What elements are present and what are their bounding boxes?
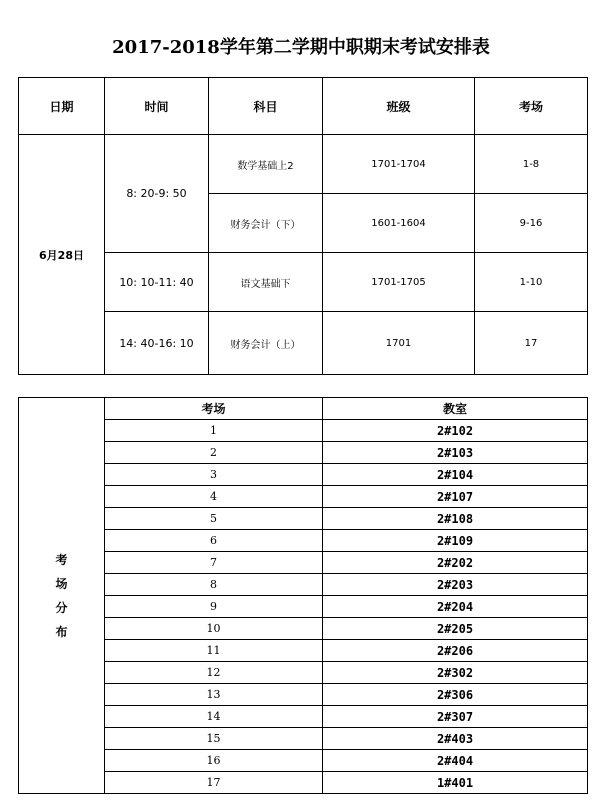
- exam-subject: 财务会计（下）: [209, 194, 323, 253]
- classroom-code: 2#107: [323, 486, 588, 508]
- exam-time: 10: 10-11: 40: [105, 253, 209, 312]
- distribution-row: [19, 420, 588, 442]
- exam-subject: 财务会计（上）: [209, 312, 323, 375]
- exam-room-number: 5: [105, 508, 323, 530]
- exam-room-number: 7: [105, 552, 323, 574]
- distribution-side-text: 考场分布: [55, 552, 68, 639]
- exam-rooms: 9-16: [475, 194, 588, 253]
- exam-rooms: 1-8: [475, 135, 588, 194]
- classroom-code: 2#203: [323, 574, 588, 596]
- classroom-code: 2#104: [323, 464, 588, 486]
- distribution-row: [19, 508, 588, 530]
- header-subject: 科目: [209, 78, 323, 135]
- distribution-row: [19, 728, 588, 750]
- exam-room-number: 4: [105, 486, 323, 508]
- distribution-row: [19, 442, 588, 464]
- schedule-row: [19, 253, 588, 312]
- exam-rooms: 1-10: [475, 253, 588, 312]
- exam-room-number: 14: [105, 706, 323, 728]
- distribution-row: [19, 772, 588, 794]
- distribution-row: [19, 706, 588, 728]
- classroom-code: 2#306: [323, 684, 588, 706]
- exam-room-number: 16: [105, 750, 323, 772]
- exam-classes: 1701-1704: [323, 135, 475, 194]
- distribution-header-row: [19, 398, 588, 420]
- exam-room-number: 3: [105, 464, 323, 486]
- exam-room-number: 2: [105, 442, 323, 464]
- distribution-row: [19, 574, 588, 596]
- header-classroom: 教室: [323, 398, 588, 420]
- distribution-row: [19, 750, 588, 772]
- classroom-code: 2#202: [323, 552, 588, 574]
- exam-classes: 1601-1604: [323, 194, 475, 253]
- classroom-code: 2#102: [323, 420, 588, 442]
- exam-time: 8: 20-9: 50: [105, 135, 209, 253]
- exam-room-number: 11: [105, 640, 323, 662]
- distribution-row: [19, 464, 588, 486]
- classroom-code: 2#302: [323, 662, 588, 684]
- classroom-code: 2#108: [323, 508, 588, 530]
- header-date: 日期: [19, 78, 105, 135]
- exam-rooms: 17: [475, 312, 588, 375]
- classroom-code: 2#403: [323, 728, 588, 750]
- schedule-row: [19, 135, 588, 194]
- page-title: 2017-2018学年第二学期中职期末考试安排表: [112, 37, 490, 58]
- classroom-code: 1#401: [323, 772, 588, 794]
- exam-schedule-table: [18, 77, 588, 375]
- distribution-row: [19, 552, 588, 574]
- exam-classes: 1701: [323, 312, 475, 375]
- classroom-code: 2#206: [323, 640, 588, 662]
- exam-room-number: 1: [105, 420, 323, 442]
- header-exam-room: 考场: [105, 398, 323, 420]
- distribution-row: [19, 486, 588, 508]
- exam-room-number: 17: [105, 772, 323, 794]
- exam-room-number: 10: [105, 618, 323, 640]
- distribution-row: [19, 662, 588, 684]
- exam-room-number: 6: [105, 530, 323, 552]
- exam-room-number: 8: [105, 574, 323, 596]
- exam-subject: 数学基础上2: [209, 135, 323, 194]
- exam-room-number: 12: [105, 662, 323, 684]
- classroom-code: 2#404: [323, 750, 588, 772]
- distribution-side-label: [19, 398, 105, 794]
- header-room: 考场: [475, 78, 588, 135]
- exam-subject: 语文基础下: [209, 253, 323, 312]
- schedule-header-row: [19, 78, 588, 135]
- exam-room-number: 13: [105, 684, 323, 706]
- exam-room-number: 15: [105, 728, 323, 750]
- exam-room-number: 9: [105, 596, 323, 618]
- distribution-row: [19, 684, 588, 706]
- classroom-code: 2#205: [323, 618, 588, 640]
- distribution-row: [19, 530, 588, 552]
- exam-time: 14: 40-16: 10: [105, 312, 209, 375]
- distribution-row: [19, 618, 588, 640]
- classroom-code: 2#307: [323, 706, 588, 728]
- distribution-row: [19, 596, 588, 618]
- classroom-code: 2#103: [323, 442, 588, 464]
- room-distribution-table: [18, 397, 588, 794]
- exam-date: 6月28日: [19, 135, 105, 375]
- exam-classes: 1701-1705: [323, 253, 475, 312]
- classroom-code: 2#109: [323, 530, 588, 552]
- classroom-code: 2#204: [323, 596, 588, 618]
- distribution-row: [19, 640, 588, 662]
- header-class: 班级: [323, 78, 475, 135]
- schedule-row: [19, 312, 588, 375]
- header-time: 时间: [105, 78, 209, 135]
